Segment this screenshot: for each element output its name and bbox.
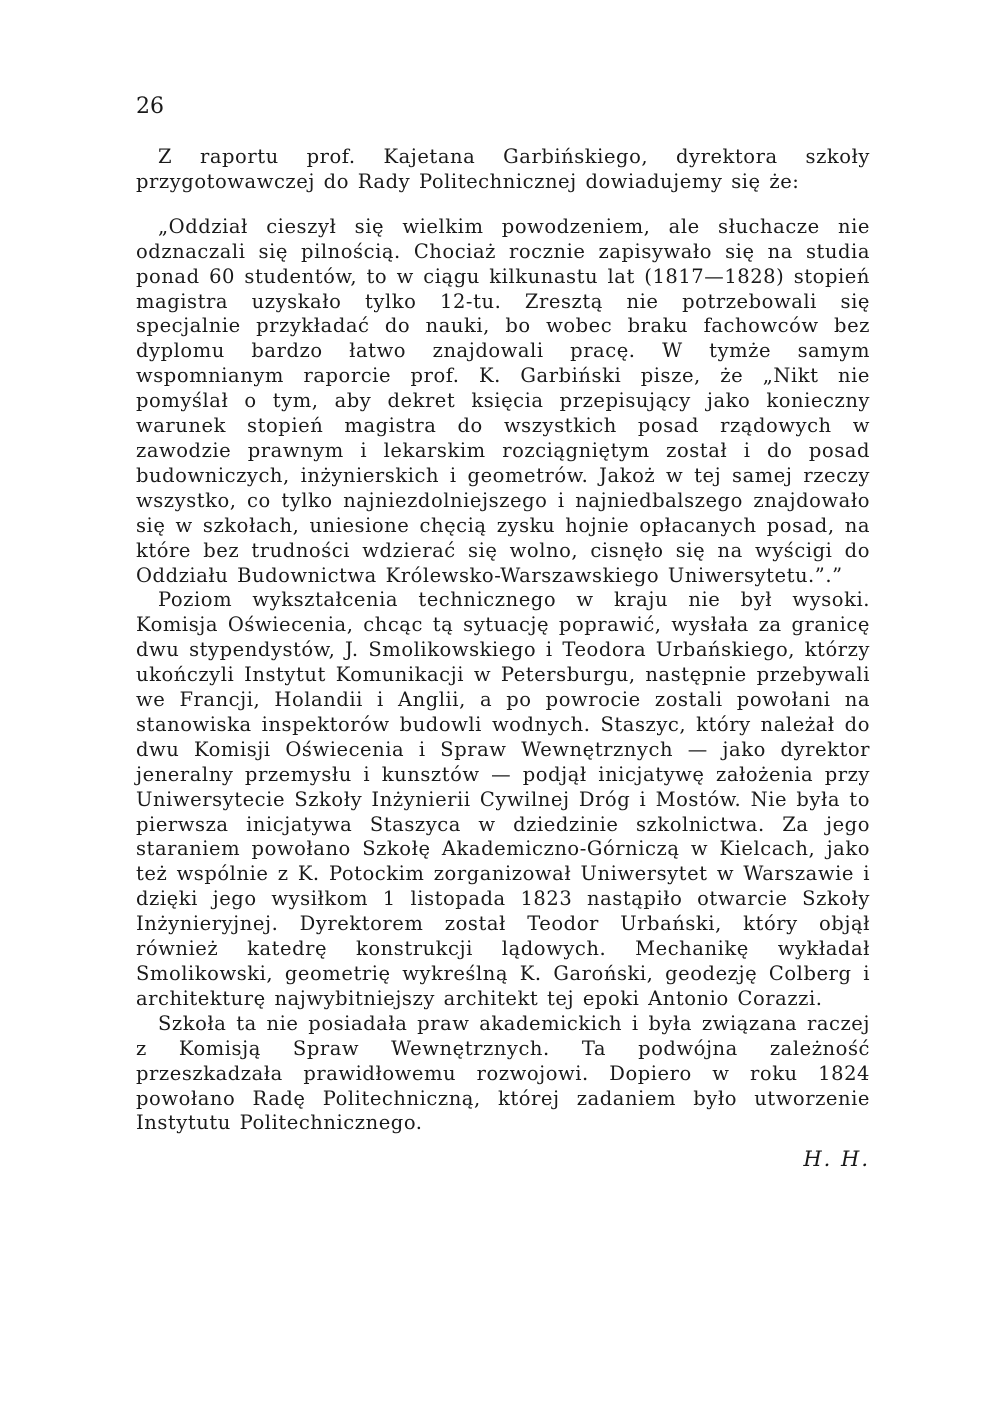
body-text bbox=[136, 145, 870, 1136]
paragraph-quote: „Oddział cieszył się wielkim powodzeniem, ale słuchacze nie odznaczali się pilnością. Chociaż rocznie zapisywało się na studia ponad 60 studentów, to w ciągu kilkunastu lat (1817—1828) stopień magistra uzyskało tylko 12-tu. Zresztą nie potrzebowali się specjalnie przykładać do nauki, bo wobec braku fachowców bez dyplomu bardzo łatwo znajdowali pracę. W tymże samym wspomnianym raporcie prof. K. Garbiński pisze, że „Nikt nie pomyślał o tym, aby dekret księcia przepisujący jako konieczny warunek stopień magistra do wszystkich posad rządowych w zawodzie prawnym i lekarskim rozciągniętym został i do posad budowniczych, inżynierskich i geometrów. Jakoż w tej samej rzeczy wszystko, co tylko najniezdolniejszego i najniedbalszego znajdowało się w szkołach, uniesione chęcią zysku hojnie opłacanych posad, na które bez trudności wdzierać się wolno, cisnęło się na wyścigi do Oddziału Budownictwa Królewsko-Warszawskiego Uniwersytetu.”.” bbox=[136, 214, 870, 587]
page-number: 26 bbox=[136, 94, 164, 119]
paragraph-education-level: Poziom wykształcenia technicznego w kraju nie był wysoki. Komisja Oświecenia, chcąc tą sytuację poprawić, wysłała za granicę dwu stypendystów, J. Smolikowskiego i Teodora Urbańskiego, którzy ukończyli Instytut Komunikacji w Petersburgu, następnie przebywali we Francji, Holandii i Anglii, a po powrocie zostali powołani na stanowiska inspektorów budowli wodnych. Staszyc, który należał do dwu Komisji Oświecenia i Spraw Wewnętrznych — jako dyrektor jeneralny przemysłu i kunsztów — podjął inicjatywę założenia przy Uniwersytecie Szkoły Inżynierii Cywilnej Dróg i Mostów. Nie była to pierwsza inicjatywa Staszyca w dziedzinie szkolnictwa. Za jego staraniem powołano Szkołę Akademiczno-Górniczą w Kielcach, jako też wspólnie z K. Potockim zorganizował Uniwersytet w Warszawie i dzięki jego wysiłkom 1 listopada 1823 nastąpiło otwarcie Szkoły Inżynieryjnej. Dyrektorem został Teodor Urbański, który objął również katedrę konstrukcji lądowych. Mechanikę wykładał Smolikowski, geometrię wykreślną K. Garoński, geodezję Colberg i architekturę najwybitniejszy architekt tej epoki Antonio Corazzi. bbox=[136, 588, 870, 1010]
paragraph-intro: Z raportu prof. Kajetana Garbińskiego, dyrektora szkoły przygotowawczej do Rady Politechnicznej dowiadujemy się że: bbox=[136, 145, 870, 193]
author-signature: H. H. bbox=[803, 1147, 870, 1171]
paragraph-school-status: Szkoła ta nie posiadała praw akademickich i była związana raczej z Komisją Spraw Wewnętrznych. Ta podwójna zależność przeszkadzała prawidłowemu rozwojowi. Dopiero w roku 1824 powołano Radę Politechniczną, której zadaniem było utworzenie Instytutu Politechnicznego. bbox=[136, 1011, 870, 1135]
